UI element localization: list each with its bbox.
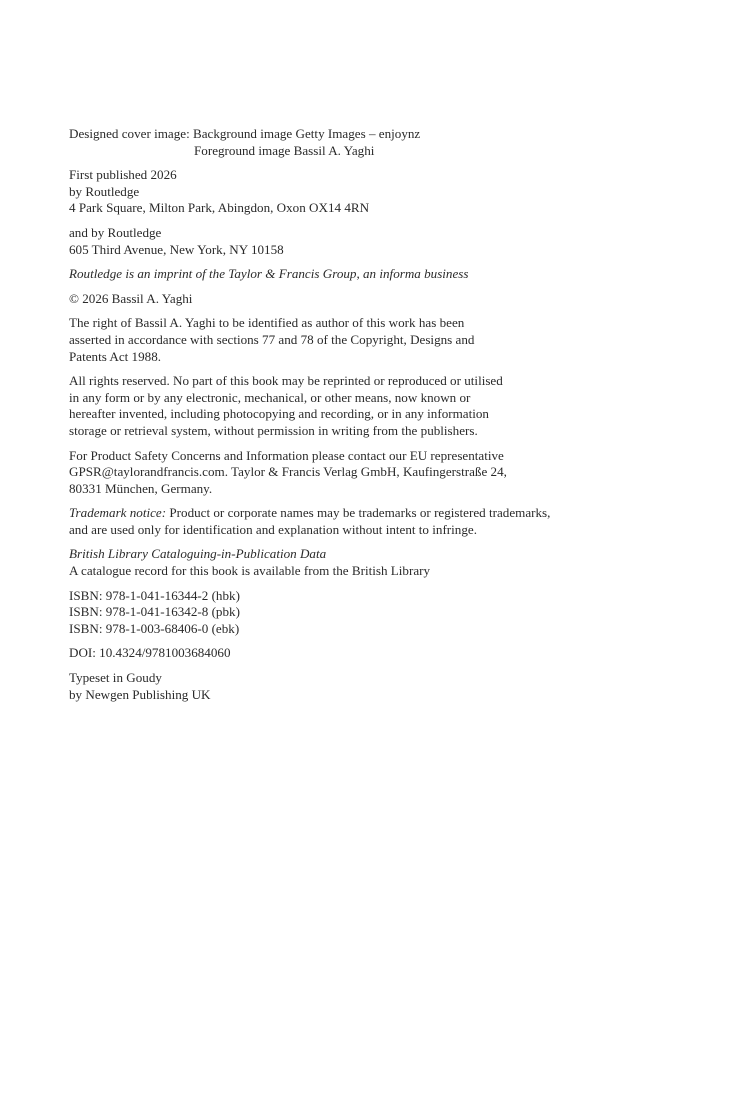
cip-data xyxy=(69,546,669,579)
copyright-text-block xyxy=(69,126,669,711)
isbn-pbk: ISBN: 978-1-041-16342-8 (pbk) xyxy=(69,604,240,620)
rights-reserved-statement xyxy=(69,373,669,439)
moral-right-statement xyxy=(69,315,669,365)
rights-reserved-line-1: All rights reserved. No part of this book may be reprinted or reproduced or utilised xyxy=(69,373,503,389)
product-safety-line-2: GPSR@taylorandfrancis.com. Taylor & Francis Verlag GmbH, Kaufingerstraße 24, xyxy=(69,464,507,480)
trademark-line-2: and are used only for identification and explanation without intent to infringe. xyxy=(69,521,477,537)
product-safety-statement xyxy=(69,448,669,498)
first-published-year: First published 2026 xyxy=(69,167,177,183)
us-publisher-address: 605 Third Avenue, New York, NY 10158 xyxy=(69,241,284,257)
us-publisher xyxy=(69,225,669,258)
moral-right-line-3: Patents Act 1988. xyxy=(69,348,162,364)
trademark-notice xyxy=(69,505,669,538)
rights-reserved-line-2: in any form or by any electronic, mechanical, or other means, now known or xyxy=(69,389,471,405)
publisher-name: by Routledge xyxy=(69,183,140,199)
typeset-credit xyxy=(69,670,669,703)
moral-right-line-1: The right of Bassil A. Yaghi to be identified as author of this work has been xyxy=(69,315,465,331)
isbn-list xyxy=(69,588,669,638)
rights-reserved-line-4: storage or retrieval system, without permission in writing from the publishers. xyxy=(69,422,478,438)
doi-line xyxy=(69,645,669,662)
trademark-label: Trademark notice: xyxy=(69,505,167,521)
first-published xyxy=(69,167,669,217)
us-publisher-name: and by Routledge xyxy=(69,224,162,240)
isbn-ebk: ISBN: 978-1-003-68406-0 (ebk) xyxy=(69,620,240,636)
product-safety-line-1: For Product Safety Concerns and Information please contact our EU representative xyxy=(69,447,504,463)
trademark-line-1 xyxy=(69,505,669,522)
isbn-hbk: ISBN: 978-1-041-16344-2 (hbk) xyxy=(69,587,240,603)
cover-credit xyxy=(69,126,669,159)
copyright-text: © 2026 Bassil A. Yaghi xyxy=(69,290,193,306)
moral-right-line-2: asserted in accordance with sections 77 and 78 of the Copyright, Designs and xyxy=(69,331,475,347)
cip-heading: British Library Cataloguing-in-Publication Data xyxy=(69,546,327,562)
rights-reserved-line-3: hereafter invented, including photocopying and recording, or in any information xyxy=(69,406,489,422)
doi-text: DOI: 10.4324/9781003684060 xyxy=(69,645,231,661)
imprint-notice xyxy=(69,266,669,283)
imprint-text: Routledge is an imprint of the Taylor & Francis Group, an informa business xyxy=(69,266,469,282)
publisher-address-uk: 4 Park Square, Milton Park, Abingdon, Oxon OX14 4RN xyxy=(69,200,370,216)
copyright-notice xyxy=(69,291,669,308)
cover-credit-line-2: Foreground image Bassil A. Yaghi xyxy=(194,142,375,158)
typeset-line-1: Typeset in Goudy xyxy=(69,670,162,686)
cip-record-line: A catalogue record for this book is available from the British Library xyxy=(69,563,431,579)
product-safety-line-3: 80331 München, Germany. xyxy=(69,480,213,496)
cover-credit-line-1: Designed cover image: Background image Getty Images – enjoynz xyxy=(69,126,421,141)
trademark-line-1-text: Product or corporate names may be trademarks or registered trademarks, xyxy=(166,505,551,521)
typeset-line-2: by Newgen Publishing UK xyxy=(69,686,211,702)
